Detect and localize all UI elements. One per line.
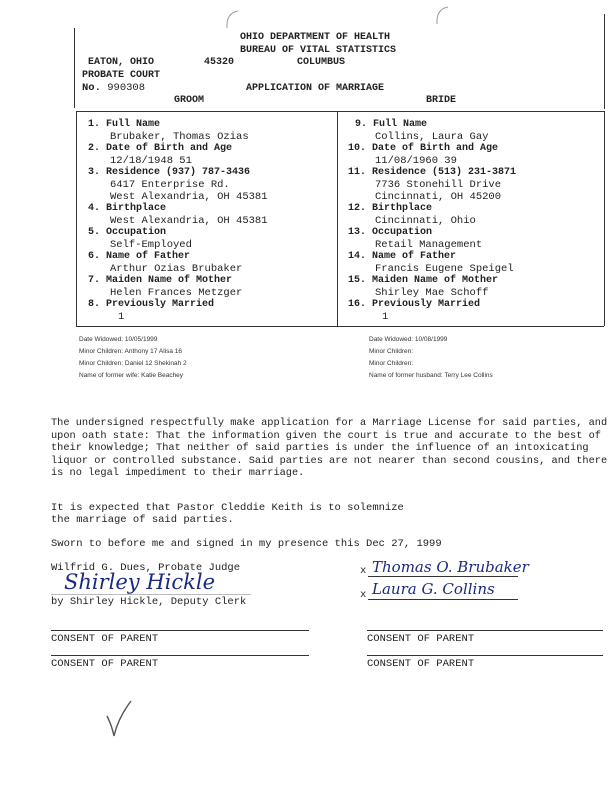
signature-line [51, 594, 251, 595]
groom-full-name: Brubaker, Thomas Ozias [110, 131, 249, 143]
county-zip: 45320 [204, 57, 235, 68]
bride-signature-line [368, 599, 518, 600]
groom-birthplace-label: 4. Birthplace [88, 203, 167, 214]
consent-of-parent-right-2: CONSENT OF PARENT [367, 658, 475, 670]
table-bottom-border [76, 326, 604, 327]
bride-address-line2: Cincinnati, OH 45200 [375, 191, 502, 203]
groom-former-spouse: Name of former wife: Katie Beachey [79, 372, 184, 379]
bride-full-name: Collins, Laura Gay [375, 131, 489, 143]
bureau-title: BUREAU OF VITAL STATISTICS [240, 45, 397, 56]
groom-address-line1: 6417 Enterprise Rd. [110, 179, 230, 191]
box-border [604, 14, 605, 109]
groom-full-name-label: 1. Full Name [88, 119, 161, 130]
table-center-divider [337, 111, 338, 326]
court-name: PROBATE COURT [82, 70, 161, 81]
state-city: COLUMBUS [297, 57, 346, 68]
deputy-clerk: by Shirley Hickle, Deputy Clerk [51, 596, 247, 608]
groom-address-line2: West Alexandria, OH 45381 [110, 191, 268, 203]
bride-father-label: 14. Name of Father [348, 251, 457, 262]
bride-signature: Laura G. Collins [372, 580, 495, 598]
groom-father-label: 6. Name of Father [88, 251, 191, 262]
groom-mother-label: 7. Maiden Name of Mother [88, 275, 233, 286]
consent-of-parent-right-1: CONSENT OF PARENT [367, 633, 475, 645]
record-number [82, 82, 145, 94]
consent-of-parent-left-2: CONSENT OF PARENT [51, 658, 159, 670]
bride-previously-married: 1 [382, 311, 389, 323]
groom-birthplace: West Alexandria, OH 45381 [110, 215, 268, 227]
clerk-signature: Shirley Hickle [64, 570, 216, 594]
bride-mother-label: 15. Maiden Name of Mother [348, 275, 499, 286]
table-right-border [604, 111, 605, 326]
box-border [74, 28, 75, 108]
bride-column-header: BRIDE [426, 95, 457, 106]
consent-line [51, 655, 309, 656]
bride-minor-children-1: Minor Children: [369, 348, 414, 355]
record-number-label: No. [82, 82, 101, 94]
groom-dob-label: 2. Date of Birth and Age [88, 143, 233, 154]
bride-dob: 11/08/1960 39 [375, 155, 457, 167]
groom-signature: Thomas O. Brubaker [372, 558, 529, 576]
bride-birthplace: Cincinnati, Ohio [375, 215, 476, 227]
sworn-statement: Sworn to before me and signed in my presence this Dec 27, 1999 [51, 538, 442, 550]
bride-mother: Shirley Mae Schoff [375, 287, 489, 299]
groom-residence-label: 3. Residence (937) 787-3436 [88, 167, 251, 178]
bride-occupation-label: 13. Occupation [348, 227, 433, 238]
bride-dob-label: 10. Date of Birth and Age [348, 143, 499, 154]
bride-father: Francis Eugene Speigel [375, 263, 514, 275]
groom-column-header: GROOM [174, 95, 205, 106]
table-left-border [76, 111, 77, 326]
groom-signature-line [368, 576, 518, 577]
county-city: EATON, OHIO [88, 57, 155, 68]
officiant-line-1: It is expected that Pastor Cleddie Keith is to solemnize [51, 502, 404, 514]
groom-occupation-label: 5. Occupation [88, 227, 167, 238]
form-title: APPLICATION OF MARRIAGE [246, 83, 385, 94]
probate-judge: Wilfrid G. Dues, Probate Judge [51, 562, 241, 574]
bride-address-line1: 7736 Stonehill Drive [375, 179, 502, 191]
oath-paragraph: The undersigned respectfully make application for a Marriage License for said parties, and upon oath state: That the information given the court is true and accurate to the best of their knowledge; That neither of said parties is under the influence of an intoxicating liquor or controlled substance. Said parties are not nearer than second cousins, and there is no legal impediment to their marriage. [51, 417, 608, 479]
bride-signature-marker: x [360, 589, 367, 601]
groom-date-widowed: Date Widowed: 10/05/1999 [79, 336, 158, 343]
bride-birthplace-label: 12. Birthplace [348, 203, 433, 214]
groom-previously-married: 1 [118, 311, 125, 323]
groom-minor-children-2: Minor Children: Daniel 12 Shekinah 2 [79, 360, 187, 367]
groom-minor-children-1: Minor Children: Anthony 17 Alisa 16 [79, 348, 182, 355]
consent-line [367, 630, 603, 631]
checkmark-icon [104, 698, 134, 740]
consent-line [367, 655, 603, 656]
groom-signature-marker: x [360, 565, 367, 577]
bride-previously-married-label: 16. Previously Married [348, 299, 481, 310]
bride-occupation: Retail Management [375, 239, 483, 251]
bride-date-widowed: Date Widowed: 10/08/1999 [369, 336, 448, 343]
record-number-value: 990308 [107, 82, 146, 94]
groom-previously-married-label: 8. Previously Married [88, 299, 215, 310]
bride-residence-label: 11. Residence (513) 231-3871 [348, 167, 517, 178]
consent-of-parent-left-1: CONSENT OF PARENT [51, 633, 159, 645]
table-top-border [76, 111, 604, 112]
bride-full-name-label: 9. Full Name [355, 119, 428, 130]
groom-father: Arthur Ozias Brubaker [110, 263, 243, 275]
punch-mark-icon [218, 8, 242, 30]
groom-dob: 12/18/1948 51 [110, 155, 192, 167]
officiant-line-2: the marriage of said parties. [51, 514, 234, 526]
groom-mother: Helen Frances Metzger [110, 287, 243, 299]
bride-former-spouse: Name of former husband: Terry Lee Collins [369, 372, 493, 379]
department-title: OHIO DEPARTMENT OF HEALTH [240, 32, 391, 43]
consent-line [51, 630, 309, 631]
punch-mark-icon [428, 4, 452, 26]
bride-minor-children-2: Minor Children: [369, 360, 414, 367]
groom-occupation: Self-Employed [110, 239, 192, 251]
